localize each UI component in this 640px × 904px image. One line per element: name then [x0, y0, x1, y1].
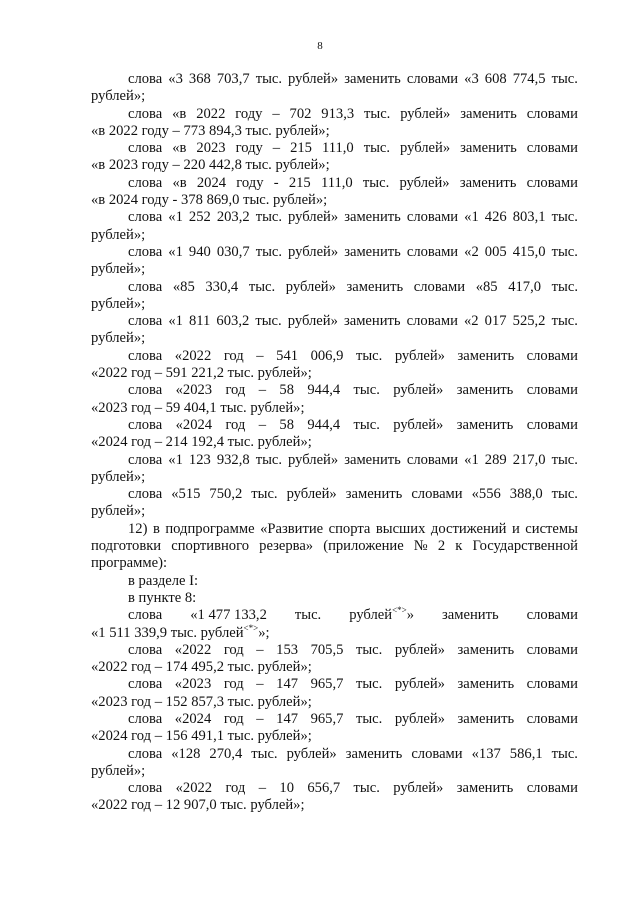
- amendment-line-1-word: 147: [276, 676, 299, 693]
- amendment-line-1-word: слова: [128, 641, 163, 658]
- amendment-line-1-word: год: [223, 676, 244, 693]
- amendment-line-1-word: рублей»: [400, 105, 451, 122]
- amendment-line-1-word: 270,4: [209, 745, 243, 762]
- amendment-line-1-word: «в: [172, 140, 187, 157]
- amendment-line-2: рублей»;: [91, 295, 146, 312]
- amendment-line-1-word: рублей»: [399, 174, 450, 191]
- amendment-line-2: «2023 год – 152 857,3 тыс. рублей»;: [91, 693, 312, 710]
- amendment-line-1-word: 017: [484, 313, 507, 330]
- amendment-line-1-word: рублей»: [288, 71, 339, 87]
- amendment-line-1-word: тыс.: [362, 174, 390, 191]
- amendment-line-1-word: 147: [276, 710, 299, 727]
- amendment-line-1-word: 944,4: [307, 416, 341, 433]
- amendment-line-1-word: «2022: [174, 641, 212, 658]
- amendment-line-2: рублей»;: [91, 261, 146, 278]
- amendment-line-1-word: тыс.: [551, 278, 578, 295]
- amendment-line-2: «в 2023 году – 220 442,8 тыс. рублей»;: [91, 157, 330, 174]
- amendment-line-1-word: 215: [290, 140, 312, 157]
- amendment-line-1-word: рублей»: [400, 140, 451, 157]
- amendment-line-1-word: –: [256, 347, 264, 364]
- star-amendment-line-1: [91, 607, 578, 624]
- amendment-line-1-word: 58: [279, 416, 294, 433]
- amendment-line-1-word: словами: [406, 313, 458, 330]
- amendment-line-1: [91, 71, 578, 88]
- amendment-line-1-word: слова: [128, 676, 163, 693]
- amendment-line-1: [91, 676, 578, 693]
- amendment-line-1-word: «2023: [174, 676, 212, 693]
- amendment-line-1-word: тыс.: [551, 486, 578, 503]
- star-word-5: заменить: [442, 607, 499, 624]
- document-body: [91, 71, 578, 815]
- amendment-line-2: «2024 год – 156 491,1 тыс. рублей»;: [91, 728, 312, 745]
- amendment-line-1: [91, 106, 578, 123]
- amendment-line-1-word: рублей»: [286, 745, 337, 762]
- amendment-line-1: [91, 780, 578, 797]
- amendment-line-1-word: 702: [289, 105, 312, 122]
- amendment-line-1-word: 10: [279, 780, 294, 797]
- amendment-line-1-word: тыс.: [248, 278, 276, 295]
- amendment-line-1-word: тыс.: [551, 243, 578, 260]
- subprogram-word: Государственной: [472, 538, 578, 555]
- amendment-line-1-word: заменить: [460, 140, 517, 157]
- amendment-line-1-word: 965,7: [310, 676, 344, 693]
- star-word-1: слова: [128, 607, 163, 624]
- amendment-line-1-word: рублей»: [288, 243, 339, 260]
- amendment-line-1-word: слова: [128, 278, 163, 295]
- amendment-line-1-word: заменить: [457, 710, 515, 727]
- amendment-line-1-word: –: [256, 641, 264, 658]
- amendment-line-1-word: год: [223, 641, 244, 658]
- amendment-line-1-word: рублей»: [285, 278, 336, 295]
- amendment-item: [91, 244, 578, 279]
- amendment-line-1-word: слова: [128, 105, 163, 122]
- amendment-line-1-word: заменить: [460, 105, 517, 122]
- amendment-line-1-word: 289: [484, 451, 507, 468]
- star-word-4-end: »: [406, 607, 415, 624]
- amendment-item: [91, 106, 578, 141]
- amendment-item: [91, 313, 578, 348]
- amendment-line-1: [91, 279, 578, 296]
- amendment-line-2: рублей»;: [91, 468, 146, 485]
- amendment-line-1-word: слова: [128, 780, 163, 797]
- amendment-line-1-word: рублей»: [393, 382, 444, 399]
- point-heading: в пункте 8:: [128, 589, 197, 606]
- amendment-line-1-word: словами: [526, 416, 578, 433]
- amendment-line-1-word: 111,0: [320, 174, 353, 191]
- amendment-line-1-word: рублей»: [394, 347, 445, 364]
- subprogram-word: спорта: [328, 520, 371, 537]
- amendment-line-1-word: 2022: [196, 105, 226, 122]
- amendment-line-1-word: «2023: [175, 382, 213, 399]
- star-word-4: [349, 607, 414, 624]
- amendment-line-2: «2022 год – 12 907,0 тыс. рублей»;: [91, 797, 305, 814]
- amendment-line-1-word: году: [236, 174, 264, 191]
- amendment-line-1-word: 417,0: [508, 278, 542, 295]
- amendment-line-1-word: заменить: [456, 416, 514, 433]
- amendment-line-1-word: тыс.: [355, 676, 383, 693]
- star-amendment: [91, 607, 578, 642]
- subprogram-word: №: [413, 538, 428, 555]
- amendment-line-1-word: слова: [128, 209, 163, 226]
- amendment-line-1-word: словами: [406, 209, 459, 226]
- amendment-line-1-word: словами: [526, 710, 578, 727]
- amendment-item: [91, 71, 578, 106]
- amendment-line-1-word: словами: [406, 451, 459, 468]
- amendment-line-1-word: 774,5: [512, 71, 546, 87]
- amendment-line-1-word: словами: [526, 347, 578, 364]
- amendment-line-1-word: тыс.: [551, 209, 578, 226]
- amendment-line-1-word: –: [256, 710, 264, 727]
- amendment-line-1-word: тыс.: [353, 780, 380, 797]
- amendment-line-1-word: тыс.: [255, 451, 282, 468]
- amendment-line-1-word: 944,4: [307, 382, 341, 399]
- subprogram-word: 12): [128, 520, 148, 537]
- subprogram-word: в: [152, 520, 160, 537]
- amendment-line-1-word: словами: [526, 140, 578, 157]
- amendment-line-1-word: 932,8: [216, 451, 250, 468]
- amendment-line-1-word: –: [272, 140, 281, 157]
- amendment-line-1-word: 153: [276, 641, 299, 658]
- amendment-line-1-word: словами: [413, 278, 466, 295]
- subprogram-word: и: [511, 520, 520, 537]
- amendment-line-1-word: тыс.: [551, 71, 578, 87]
- amendment-line-1-word: тыс.: [355, 347, 383, 364]
- amendment-line-1-word: словами: [526, 174, 578, 191]
- star-word-3: тыс.: [294, 607, 322, 624]
- amendment-line-1-word: год: [223, 347, 244, 364]
- amendment-item: [91, 780, 578, 815]
- subprogram-word: спортивного: [171, 538, 250, 555]
- amendment-line-1-word: 603,2: [216, 313, 250, 330]
- amendment-line-1-word: рублей»: [393, 416, 444, 433]
- amendment-line-2: «2024 год – 214 192,4 тыс. рублей»;: [91, 434, 312, 451]
- subprogram-word: системы: [525, 520, 578, 537]
- amendment-line-1-word: словами: [406, 71, 459, 87]
- amendment-line-1-word: году: [235, 140, 263, 157]
- amendment-line-1-word: 006,9: [310, 347, 344, 364]
- amendment-line-1-word: 030,7: [216, 243, 250, 260]
- amendment-line-1: [91, 452, 578, 469]
- amendment-line-1: [91, 642, 578, 659]
- amendment-line-1-word: словами: [526, 676, 578, 693]
- amendment-line-1-word: 608: [484, 71, 507, 87]
- amendment-line-1-word: «1: [464, 451, 479, 468]
- amendment-list-2: [91, 642, 578, 815]
- amendment-line-1: [91, 348, 578, 365]
- amendment-line-1-word: заменить: [457, 676, 515, 693]
- amendment-line-1-word: 426: [484, 209, 507, 226]
- amendment-line-1-word: 388,0: [509, 486, 543, 503]
- amendment-line-1-word: 252: [188, 209, 211, 226]
- amendment-item: [91, 348, 578, 383]
- amendment-item: [91, 676, 578, 711]
- amendment-line-1-word: тыс.: [551, 313, 578, 330]
- amendment-line-1: [91, 711, 578, 728]
- star-cont-text: «1 511 339,9 тыс. рублей: [91, 624, 244, 641]
- amendment-line-1-word: тыс.: [251, 745, 278, 762]
- amendment-item: [91, 711, 578, 746]
- amendment-line-1-word: тыс.: [255, 209, 282, 226]
- amendment-line-1-word: год: [225, 416, 246, 433]
- subprogram-word: высших: [375, 520, 426, 537]
- amendment-line-1-word: 005: [484, 243, 507, 260]
- amendment-line-1-word: рублей»: [394, 710, 445, 727]
- amendment-line-2: «в 2024 году - 378 869,0 тыс. рублей»;: [91, 192, 328, 209]
- subprogram-word: достижений: [430, 520, 507, 537]
- amendment-line-1-word: -: [273, 174, 279, 191]
- amendment-line-2: рублей»;: [91, 226, 146, 243]
- subprogram-word: к: [455, 538, 463, 555]
- amendment-line-1-word: 330,4: [205, 278, 239, 295]
- amendment-line-1-word: «1: [168, 209, 183, 226]
- amendment-line-1-word: слова: [128, 486, 163, 503]
- amendment-line-1-word: заменить: [346, 278, 404, 295]
- amendment-line-1-word: «137: [471, 745, 501, 762]
- amendment-line-1-word: 415,0: [512, 243, 546, 260]
- amendment-line-1: [91, 244, 578, 261]
- amendment-line-1-word: «1: [464, 209, 479, 226]
- amendment-item: [91, 486, 578, 521]
- amendment-line-1: [91, 209, 578, 226]
- amendment-line-2: «2023 год – 59 404,1 тыс. рублей»;: [91, 399, 305, 416]
- amendment-line-1-word: словами: [406, 243, 459, 260]
- amendment-line-1-word: слова: [128, 710, 163, 727]
- amendment-line-1-word: «1: [168, 313, 183, 330]
- amendment-line-1-word: «в: [172, 105, 187, 122]
- amendment-line-1-word: 586,1: [509, 745, 543, 762]
- section-heading: в разделе I:: [128, 572, 199, 589]
- amendment-line-1-word: тыс.: [355, 641, 383, 658]
- star-amendment-line-2: [91, 622, 578, 642]
- amendment-line-1-word: слова: [128, 71, 163, 87]
- amendment-line-1-word: тыс.: [551, 451, 578, 468]
- subprogram-line-2: [91, 538, 578, 555]
- amendment-line-1: [91, 382, 578, 399]
- amendment-line-2: рублей»;: [91, 762, 146, 779]
- amendment-line-1-word: –: [272, 105, 280, 122]
- amendment-line-1-word: тыс.: [255, 243, 282, 260]
- amendment-line-1-word: 2024: [196, 174, 227, 191]
- amendment-line-1: [91, 175, 578, 192]
- subprogram-line-1: [91, 521, 578, 538]
- amendment-line-1-word: тыс.: [251, 486, 278, 503]
- star-cont-end: »;: [258, 624, 270, 641]
- amendment-item: [91, 279, 578, 314]
- amendment-line-1-word: тыс.: [364, 105, 391, 122]
- amendment-line-1-word: тыс.: [255, 71, 282, 87]
- amendment-line-1-word: –: [258, 780, 267, 797]
- amendment-line-1-word: 705,5: [310, 641, 344, 658]
- amendment-line-1-word: 541: [276, 347, 299, 364]
- amendment-line-1-word: тыс.: [355, 710, 383, 727]
- amendment-line-1-word: –: [258, 382, 267, 399]
- amendment-line-1-word: заменить: [344, 243, 401, 260]
- amendment-line-1-word: «в: [172, 174, 187, 191]
- amendment-line-2: рублей»;: [91, 330, 146, 347]
- amendment-item: [91, 140, 578, 175]
- amendment-line-1-word: рублей»: [288, 209, 339, 226]
- amendment-line-2: «в 2022 году – 773 894,3 тыс. рублей»;: [91, 122, 330, 139]
- amendment-line-1-word: слова: [128, 313, 163, 330]
- amendment-line-1: [91, 313, 578, 330]
- amendment-line-1-word: 2023: [196, 140, 226, 157]
- amendment-line-1-word: 123: [188, 451, 211, 468]
- star-word-4-text: рублей: [349, 607, 393, 624]
- amendment-line-1-word: слова: [128, 382, 163, 399]
- star-word-2: «1 477 133,2: [190, 607, 267, 624]
- amendment-line-1: [91, 486, 578, 503]
- amendment-line-1-word: заменить: [343, 313, 401, 330]
- amendment-line-1-word: заменить: [456, 780, 514, 797]
- amendment-line-1-word: слова: [128, 451, 163, 468]
- footnote-marker: <*>: [243, 622, 259, 633]
- amendment-line-1-word: 940: [188, 243, 211, 260]
- amendment-line-2: рублей»;: [91, 503, 146, 520]
- amendment-line-1-word: 803,1: [512, 209, 546, 226]
- amendment-line-1-word: «3: [168, 71, 183, 87]
- page-number: 8: [317, 40, 323, 52]
- amendment-line-1-word: рублей»: [393, 780, 444, 797]
- amendment-line-1-word: словами: [526, 641, 578, 658]
- amendment-line-1-word: –: [256, 676, 264, 693]
- amendment-line-1-word: «2024: [175, 416, 213, 433]
- amendment-line-1-word: 703,7: [216, 71, 250, 87]
- amendment-item: [91, 417, 578, 452]
- amendment-line-1-word: заменить: [345, 745, 403, 762]
- amendment-line-1-word: тыс.: [353, 416, 380, 433]
- amendment-line-1: [91, 417, 578, 434]
- amendment-item: [91, 382, 578, 417]
- subprogram-word: 2: [437, 538, 446, 555]
- amendment-item: [91, 746, 578, 781]
- amendment-line-1-word: тыс.: [353, 382, 380, 399]
- subprogram-paragraph: [91, 521, 578, 573]
- amendment-line-2: «2022 год – 174 495,2 тыс. рублей»;: [91, 659, 312, 676]
- amendment-line-1-word: рублей»: [394, 676, 445, 693]
- amendment-line-1-word: 217,0: [512, 451, 546, 468]
- amendment-line-1-word: году: [235, 105, 263, 122]
- amendment-line-1-word: 656,7: [307, 780, 341, 797]
- amendment-line-1-word: заменить: [344, 209, 401, 226]
- amendment-line-1-word: 203,2: [216, 209, 250, 226]
- amendment-line-1: [91, 140, 578, 157]
- amendment-line-1-word: «85: [172, 278, 195, 295]
- amendment-line-1-word: слова: [128, 347, 163, 364]
- amendment-line-1-word: заменить: [344, 451, 401, 468]
- amendment-line-1-word: год: [225, 382, 246, 399]
- amendment-line-2: «2022 год – 591 221,2 тыс. рублей»;: [91, 365, 312, 382]
- amendment-line-1-word: «2: [464, 313, 479, 330]
- amendment-line-1-word: «2024: [174, 710, 212, 727]
- amendment-line-1-word: слова: [128, 174, 163, 191]
- amendment-line-1-word: 215: [288, 174, 311, 191]
- subprogram-word: (приложение: [323, 538, 404, 555]
- amendment-line-1-word: тыс.: [255, 313, 282, 330]
- amendment-line-1-word: «128: [171, 745, 201, 762]
- amendment-line-1-word: словами: [411, 745, 463, 762]
- amendment-line-1-word: 750,2: [209, 486, 243, 503]
- amendment-line-1-word: рублей»: [287, 313, 338, 330]
- subprogram-word: подготовки: [91, 538, 162, 555]
- amendment-item: [91, 452, 578, 487]
- amendment-line-1-word: заменить: [344, 71, 401, 87]
- amendment-line-1-word: «515: [171, 486, 201, 503]
- amendment-line-1-word: слова: [128, 416, 163, 433]
- amendment-line-1-word: год: [225, 780, 246, 797]
- amendment-line-1-word: 368: [188, 71, 211, 87]
- amendment-line-1-word: рублей»: [286, 486, 337, 503]
- amendment-line-1-word: 965,7: [310, 710, 344, 727]
- amendment-line-1-word: словами: [411, 486, 463, 503]
- amendment-line-1-word: заменить: [457, 641, 515, 658]
- amendment-item: [91, 209, 578, 244]
- amendment-line-1-word: «2022: [174, 347, 212, 364]
- subprogram-line-3: программе):: [91, 555, 168, 572]
- subprogram-word: резерва»: [259, 538, 314, 555]
- amendment-line-1-word: слова: [128, 140, 163, 157]
- amendment-line-1-word: «2022: [175, 780, 213, 797]
- subprogram-word: подпрограмме: [165, 520, 255, 537]
- amendment-list-1: [91, 71, 578, 521]
- amendment-line-1-word: рублей»: [394, 641, 445, 658]
- amendment-line-1-word: «1: [168, 243, 183, 260]
- amendment-line-1-word: «556: [471, 486, 501, 503]
- amendment-line-1-word: словами: [526, 382, 578, 399]
- amendment-line-1-word: заменить: [459, 174, 517, 191]
- amendment-line-1-word: –: [258, 416, 267, 433]
- amendment-item: [91, 175, 578, 210]
- amendment-line-1-word: «2: [464, 243, 479, 260]
- amendment-line-1-word: словами: [526, 105, 578, 122]
- amendment-line-1-word: 811: [188, 313, 211, 330]
- amendment-line-1-word: 58: [279, 382, 294, 399]
- amendment-line-1-word: год: [223, 710, 244, 727]
- amendment-line-1-word: заменить: [457, 347, 515, 364]
- amendment-line-1-word: 525,2: [512, 313, 546, 330]
- amendment-line-1-word: слова: [128, 745, 163, 762]
- footnote-marker: <*>: [392, 605, 407, 616]
- amendment-line-1-word: заменить: [345, 486, 403, 503]
- amendment-line-1-word: заменить: [456, 382, 514, 399]
- amendment-item: [91, 642, 578, 677]
- amendment-line-1-word: словами: [526, 780, 578, 797]
- amendment-line-1-word: тыс.: [363, 140, 391, 157]
- amendment-line-1-word: рублей»: [288, 451, 339, 468]
- amendment-line-1: [91, 746, 578, 763]
- star-word-6: словами: [526, 607, 578, 624]
- subprogram-word: «Развитие: [260, 520, 324, 537]
- amendment-line-1-word: тыс.: [551, 745, 578, 762]
- amendment-line-1-word: «85: [475, 278, 498, 295]
- amendment-line-1-word: 913,3: [321, 105, 355, 122]
- amendment-line-1-word: «1: [168, 451, 183, 468]
- amendment-line-1-word: 111,0: [321, 140, 354, 157]
- amendment-line-2: рублей»;: [91, 88, 146, 105]
- amendment-line-1-word: слова: [128, 243, 163, 260]
- amendment-line-1-word: «3: [464, 71, 479, 87]
